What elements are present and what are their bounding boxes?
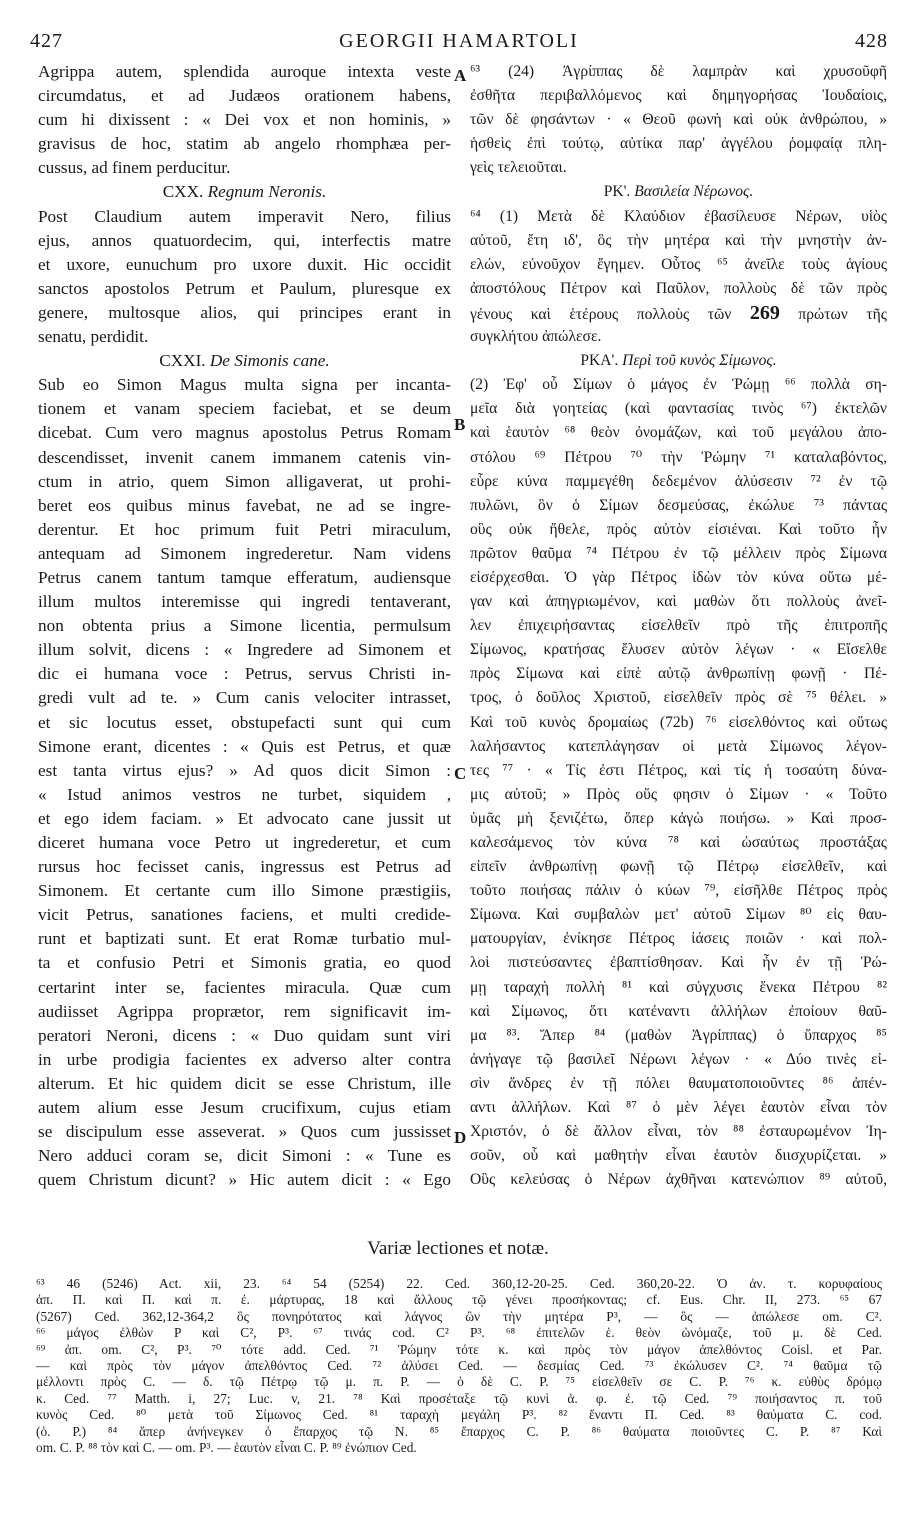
text-line: αντι ἀλλήλων. Καὶ ⁸⁷ ὁ μὲν λέγει ἑαυτὸν εἶναι τὸν: [470, 1099, 887, 1117]
text-line: ματουργίαν, ἐνίκησε Πέτρος ἰάσεις ποιῶν · καὶ πολ-: [470, 930, 887, 948]
text-line: γεὶς τελειοῦται.: [470, 159, 567, 177]
greek-heading-number: ΡΚ'.: [603, 183, 631, 201]
text-line: ὑμᾶς μὴ ξενιζέτω, ὅπερ κἀγὼ ποιήσω. » Καὶ προσ-: [470, 809, 887, 827]
greek-line: συγκλήτου ἀπώλεσε.: [470, 328, 602, 346]
greek-line-with-folio: [470, 301, 887, 325]
margin-letter-c: C: [454, 764, 467, 783]
text-line: γαν καὶ ἀπηγριωμένον, καὶ μαθὼν ὅτι πολλοὺς ἀνεῖ-: [470, 593, 887, 611]
page-number-right: 428: [855, 30, 888, 52]
text-line: καὶ ἑαυτὸν ⁶⁸ θεὸν ὀνομάζων, καὶ τοῦ μεγάλου ἀπο-: [470, 424, 887, 442]
text-line: πυλῶνι, ὃν ὁ Σίμων δεσμεύσας, ἐκώλυε ⁷³ πάντας: [470, 496, 887, 514]
text-line: πρὸς Σίμωνα καὶ εἰπὲ αὐτῷ ἀνθρωπίνῃ φωνῇ · Πέ-: [470, 665, 887, 683]
text-line: μέλλοντι πρὸς C. — δ. τῷ Πέτρῳ τῷ μ. π. P. — ὁ δὲ C. P. ⁷⁵ εἰσελθεῖν σε C. P. ⁷⁶ κ. εὐθὺς δρόμῳ: [36, 1374, 882, 1390]
text-line: senatu, perdidit.: [38, 327, 149, 347]
text-line: Sub eo Simon Magus multa signa per incanta-: [38, 375, 451, 395]
text-line: σοῦν, οὗ καὶ μαθητὴν εἶναι ἑαυτὸν διισχυρίζεται. »: [470, 1147, 887, 1165]
latin-paragraph-simon: [38, 373, 451, 1192]
latin-heading-number: CXXI.: [159, 351, 206, 371]
text-line: εἰπεῖν ἀνθρωπίνῃ φωνῇ τῷ Πέτρῳ εἰσελθεῖν, καὶ: [470, 858, 887, 876]
text-line: derentur. Et hoc primum fuit Petri miraculum,: [38, 519, 451, 539]
greek-column: [470, 60, 887, 1192]
text-line: illum solvit, dicens : « Ingredere ad Simonem et: [38, 640, 451, 660]
greek-heading-number: ΡΚΑ'.: [580, 352, 619, 370]
text-line: Agrippa autem, splendida auroque intexta veste: [38, 62, 451, 81]
text-line: ta et confusio Petri et Simonis gratia, eo quod: [38, 953, 451, 973]
text-line: — καὶ πρὸς τὸν μάγον ἀπελθόντος Ced. ⁷² ἁλύσει Ced. — δεσμίας Ced. ⁷³ ἐκώλυσεν C². ⁷⁴ θαῦμα τῷ: [36, 1357, 882, 1373]
text-line: Καὶ τοῦ κυνὸς δρομαίως (72b) ⁷⁶ εἰσελθόντος καὶ οὕτως: [470, 713, 887, 731]
greek-paragraph-nero: [470, 205, 887, 301]
text-line: et ego idem faciam. » Et advocato cane jussit ut: [38, 808, 451, 828]
text-line: Οὓς κελεύσας ὁ Νέρων ἀχθῆναι κατενώπιον ⁸⁹ αὐτοῦ,: [470, 1171, 887, 1189]
latin-paragraph-nero: [38, 205, 451, 350]
text-line: οὓς οὐκ ἤθελε, πρὸς αὐτὸν εἰσιέναι. Καὶ τοῦτο ἦν: [470, 520, 887, 538]
running-title: GEORGII HAMARTOLI: [339, 30, 579, 52]
text-line: λεν ἐπιχειρήσαντας εἰσελθεῖν πρὸ τῆς ἐπιτροπῆς: [470, 617, 887, 635]
text-line: εὗρε κύνα παμμεγέθη δεδεμένον ἁλύσεσιν ⁷² ἐν τῷ: [470, 472, 887, 490]
text-line: « Istud animos vestros ne turbet, siquidem ,: [38, 784, 451, 804]
text-line: vicit Petrus, sanationes faciens, et multi credide-: [38, 905, 451, 925]
text-line: μεῖα διὰ γοητείας (καὶ φαντασίας τινὸς ⁶⁷) ἐκτελῶν: [470, 400, 887, 418]
text-line: Simonem. Et certante cum illo Simone præstigiis,: [38, 881, 451, 901]
text-line: κ. Ced. ⁷⁷ Matth. i, 27; Luc. v, 21. ⁷⁸ Καὶ προσέταξε τῷ κυνὶ ἁ. φ. ἐ. τῷ Ced. ⁷⁹ ποιήσαντος π. τοῦ: [36, 1390, 882, 1406]
text-line: et sic locutus esset, obstupefacti sunt qui cum: [38, 712, 451, 732]
text-line: genere, multosque alios, qui principes erant in: [38, 302, 451, 322]
text-line: alterum. Et hic quidem dicit se esse Christum, ille: [38, 1073, 451, 1093]
text-line: στόλου ⁶⁹ Πέτρου ⁷⁰ τὴν Ῥώμην ⁷¹ καταλαβόντος,: [470, 448, 887, 466]
text-line: εἰσέρχεσθαι. Ὁ γὰρ Πέτρος ἰδὼν τὸν κύνα οὕτω μέ-: [470, 568, 887, 586]
text-line: Simone erant, dicentes : « Quis est Petrus, et quæ: [38, 736, 451, 756]
margin-letter-d: D: [454, 1128, 467, 1147]
text-line: μῃ ταραχὴ πολλὴ ⁸¹ καὶ σύγχυσις ἕνεκα Πέτρου ⁸²: [470, 978, 887, 996]
text-line: Χριστόν, ὁ δὲ ἄλλον εἶναι, τὸν ⁸⁸ ἐσταυρωμένον Ἰη-: [470, 1123, 887, 1141]
text-line: se discipulum esse asseverat. » Quos cum jussisset: [38, 1122, 451, 1142]
text-line: dicebat. Cum vero magnus apostolus Petrus Romam: [38, 423, 451, 443]
greek-heading-basileia-neronos: [470, 180, 887, 204]
text-line: Petrus canem tantum tamque efferatum, audiensque: [38, 567, 451, 587]
text-line: Σίμωνα. Καὶ συμβαλὼν μετ' αὐτοῦ Σίμων ⁸⁰ εἰς θαυ-: [470, 906, 887, 924]
latin-heading-number: CXX.: [162, 182, 204, 202]
text-line: certarint inter se, facientes miracula. Quæ cum: [38, 977, 451, 997]
text-line: illum multos interemisse qui ingredi tentaverant,: [38, 592, 451, 612]
variant-readings-notes: [36, 1276, 882, 1456]
margin-letter-b: B: [454, 415, 466, 434]
latin-intro-paragraph: [38, 60, 451, 180]
text-line: Nero adduci coram se, dicit Simoni : « Tune es: [38, 1146, 451, 1166]
text-line: (ὁ. P.) ⁸⁴ ἅπερ ἀνήνεγκεν ὁ ἔπαρχος τῷ N. ⁸⁵ ἔπαρχος C. P. ⁸⁶ θαύματα ποιοῦντες C. P. ⁸⁷ Καὶ: [36, 1423, 882, 1439]
text-line: om. C. P. ⁸⁸ τὸν καὶ C. — om. P³. — ἑαυτὸν εἶναι C. P. ⁸⁹ ἐνώπιον Ced.: [36, 1439, 417, 1455]
text-line: ejus, annos quatuordecim, qui, interfectis matre: [38, 230, 451, 250]
text-line: Σίμωνος, κρατήσας ἔλυσεν αὐτὸν λέγων · « Εἴσελθε: [470, 641, 887, 659]
greek-heading-title: Βασιλεία Νέρωνος.: [634, 183, 754, 201]
running-header: [30, 30, 888, 56]
latin-heading-title: Regnum Neronis.: [207, 182, 327, 202]
greek-intro-paragraph: [470, 60, 887, 180]
greek-line-part: γένους καὶ ἑτέρους πολλοὺς τῶν: [470, 305, 732, 323]
text-line: ἡσθεὶς ἐπὶ τούτῳ, αὐτίκα παρ' ἀγγέλου ῥομφαίᾳ πλη-: [470, 135, 887, 153]
text-line: quem Christum dicunt? » Hic autem dicit : « Ego: [38, 1170, 451, 1190]
text-line: non obtenta prius a Simone licentia, permulsum: [38, 616, 451, 636]
text-line: cussus, ad finem perducitur.: [38, 158, 231, 178]
text-line: μις αὐτοῦ; » Πρὸς οὕς φησιν ὁ Σίμων · « Τοῦτο: [470, 785, 887, 803]
text-line: ελών, εὐνοῦχον ἔγημεν. Οὗτος ⁶⁵ ἀνεῖλε τοὺς ἁγίους: [470, 255, 887, 273]
folio-number: 269: [749, 301, 780, 324]
text-line: runt et baptizati sunt. Et erat Romæ turbatio mul-: [38, 929, 451, 949]
text-line: rursus hoc fecisset canis, ingressus est Petrus ad: [38, 857, 451, 877]
text-line: beret eos quibus minus favebat, ne ad se ingre-: [38, 495, 451, 515]
text-line: τρος, ὁ δοῦλος Χριστοῦ, εἰσελθεῖν πρὸς σὲ ⁷⁵ θέλει. »: [470, 689, 887, 707]
text-line: αὐτοῦ, ἔτη ιδ', ὃς τὴν μητέρα καὶ τὴν μνηστὴν ἀν-: [470, 231, 887, 249]
text-line: gravisus de hoc, statim ab angelo rhomphæa per-: [38, 134, 451, 154]
text-line: τες ⁷⁷ · « Τίς ἐστι Πέτρος, καὶ τίς ἡ τοσαύτη δύνα-: [470, 761, 887, 779]
text-line: descendisset, invenit canem immanem catenis vin-: [38, 447, 451, 467]
text-line: μα ⁸³. Ἅπερ ⁸⁴ (μαθὼν Ἀγρίππας) ὁ ὕπαρχος ⁸⁵: [470, 1026, 887, 1044]
text-line: diceret humana voce Petro ut ingrederetur, et cum: [38, 833, 451, 852]
text-line: ἐσθῆτα περιβαλλόμενος καὶ δημηγορήσας Ἰουδαίοις,: [470, 87, 887, 105]
text-line: (5267) Ced. 362,12-364,2 ὃς πονηρότατος καὶ λάγνος ὢν τὴν μητέρα P³, — ὃς — ἀπώλεσε om. C².: [36, 1308, 882, 1324]
greek-heading-title: Περὶ τοῦ κυνὸς Σίμωνος.: [622, 352, 777, 370]
text-line: ⁶⁴ (1) Μετὰ δὲ Κλαύδιον ἐβασίλευσε Νέρων, υἱὸς: [470, 207, 887, 225]
text-line: ⁶⁹ ἀπ. om. C², P³. ⁷⁰ τότε add. Ced. ⁷¹ Ῥώμην τότε κ. καὶ πρὸς τὸν μάγον ἀπελθόντος Coisl. et Par.: [36, 1341, 882, 1357]
text-line: τοῦτο ποιήσας πάλιν ὁ κύων ⁷⁹, εἰσῆλθε Πέτρος πρὸς: [470, 882, 887, 900]
text-line: autem alium esse Jesum crucifixum, cujus etiam: [38, 1098, 451, 1118]
notes-title: Variæ lectiones et notæ.: [367, 1238, 549, 1259]
text-line: σὶν ἄνδρες ἐν τῇ πόλει θαυματοποιοῦντες ⁸⁶ ἀπέν-: [470, 1074, 887, 1092]
text-line: λοὶ πιστεύσαντες ἐβαπτίσθησαν. Καὶ ἦν ἐν τῇ Ῥώ-: [470, 954, 887, 972]
text-line: gredi vult ad te. » Cum canis velociter intrasset,: [38, 688, 451, 708]
text-line: ctum in atrio, quem Simon alligaverat, ut prohi-: [38, 471, 451, 491]
text-line: καλεσάμενος τὸν κύνα ⁷⁸ καὶ ὡσαύτως προστάξας: [470, 834, 887, 851]
greek-heading-peri-kynos: [470, 349, 887, 373]
text-line: antequam ad Simonem ingrederetur. Nam videns: [38, 543, 451, 563]
text-line: τῶν δὲ φησάντων · « Θεοῦ φωνὴ καὶ οὐκ ἀνθρώπου, »: [470, 111, 887, 129]
page-number-left: 427: [30, 30, 63, 52]
text-line: circumdatus, et ad Judæos orationem habens,: [38, 86, 451, 106]
latin-column: [38, 60, 451, 1192]
text-line: ⁶⁶ μάγος ἐλθὼν P καὶ C², P³. ⁶⁷ τινάς cod. C² P³. ⁶⁸ ἐπιτελῶν ἑ. θεὸν ὠνόμαζε, τοῦ μ. δὲ Ced.: [36, 1325, 882, 1341]
latin-heading-title: De Simonis cane.: [209, 351, 330, 371]
text-line: κυνὸς Ced. ⁸⁰ μετὰ τοῦ Σίμωνος Ced. ⁸¹ ταραχὴ μεγάλη P³. ⁸² ἔναντι Π. Ced. ⁸³ θαύματα C. cod.: [36, 1407, 882, 1423]
text-line: λαλήσαντος κατεπλάγησαν οἱ μετὰ Σίμωνος λέγον-: [470, 737, 887, 755]
text-line: peratori Neroni, dicens : « Duo quidam sunt viri: [38, 1025, 451, 1045]
text-line: ἀπ. Π. καὶ Π. καὶ π. ἐ. μάρτυρας, 18 καὶ ἄλλους τῷ γένει προσήκοντας; cf. Eus. Chr. II, 273. ⁶⁵ 67: [36, 1292, 882, 1308]
text-line: Post Claudium autem imperavit Nero, filius: [38, 206, 451, 226]
text-line: in urbe prodigia facientes ex adverso alter contra: [38, 1049, 451, 1069]
text-line: ⁶³ (24) Ἀγρίππας δὲ λαμπρὰν καὶ χρυσοῦφῆ: [470, 63, 887, 80]
greek-paragraph-simon: [470, 373, 887, 1192]
text-line: audiisset Agrippa proprætor, rem significavit im-: [38, 1001, 451, 1021]
text-line: tionem et vanam speciem faciebat, et se deum: [38, 399, 451, 419]
text-line: sanctos apostolos Petrum et Paulum, pluresque ex: [38, 278, 451, 298]
margin-letter-a: A: [454, 66, 467, 85]
text-line: πρῶτον θαῦμα ⁷⁴ Πέτρου ἐν τῷ μέλλειν πρὸς Σίμωνα: [470, 544, 887, 562]
text-line: est tanta virtus ejus? » Ad quos dicit Simon :: [38, 760, 451, 780]
text-line: cum hi dixissent : « Dei vox et non hominis, »: [38, 110, 451, 130]
text-line: (2) Ἐφ' οὗ Σίμων ὁ μάγος ἐν Ῥώμῃ ⁶⁶ πολλὰ ση-: [470, 376, 887, 394]
greek-line-part: πρώτων τῆς: [798, 305, 887, 323]
text-line: καὶ Σίμωνος, ὅτι κατέναντι ἀλλήλων ἐποίουν θαῦ-: [470, 1002, 887, 1020]
text-line: ἀνήγαγε τῷ βασιλεῖ Νέρωνι λέγων · « Δύο τινὲς εἰ-: [470, 1050, 887, 1068]
text-line: ἀποστόλους Πέτρον καὶ Παῦλον, πολλοὺς δὲ τῶν πρὸς: [470, 279, 887, 297]
latin-heading-de-simonis-cane: [38, 349, 451, 373]
latin-heading-regnum-neronis: [38, 180, 451, 204]
text-line: dic ei humana voce : Petrus, servus Christi in-: [38, 664, 451, 684]
text-line: ⁶³ 46 (5246) Act. xii, 23. ⁶⁴ 54 (5254) 22. Ced. 360,12-20-25. Ced. 360,20-22. Ὁ ἀν. τ. κορυφαίους: [36, 1276, 882, 1291]
text-line: et uxore, eunuchum pro uxore duxit. Hic occidit: [38, 254, 451, 274]
